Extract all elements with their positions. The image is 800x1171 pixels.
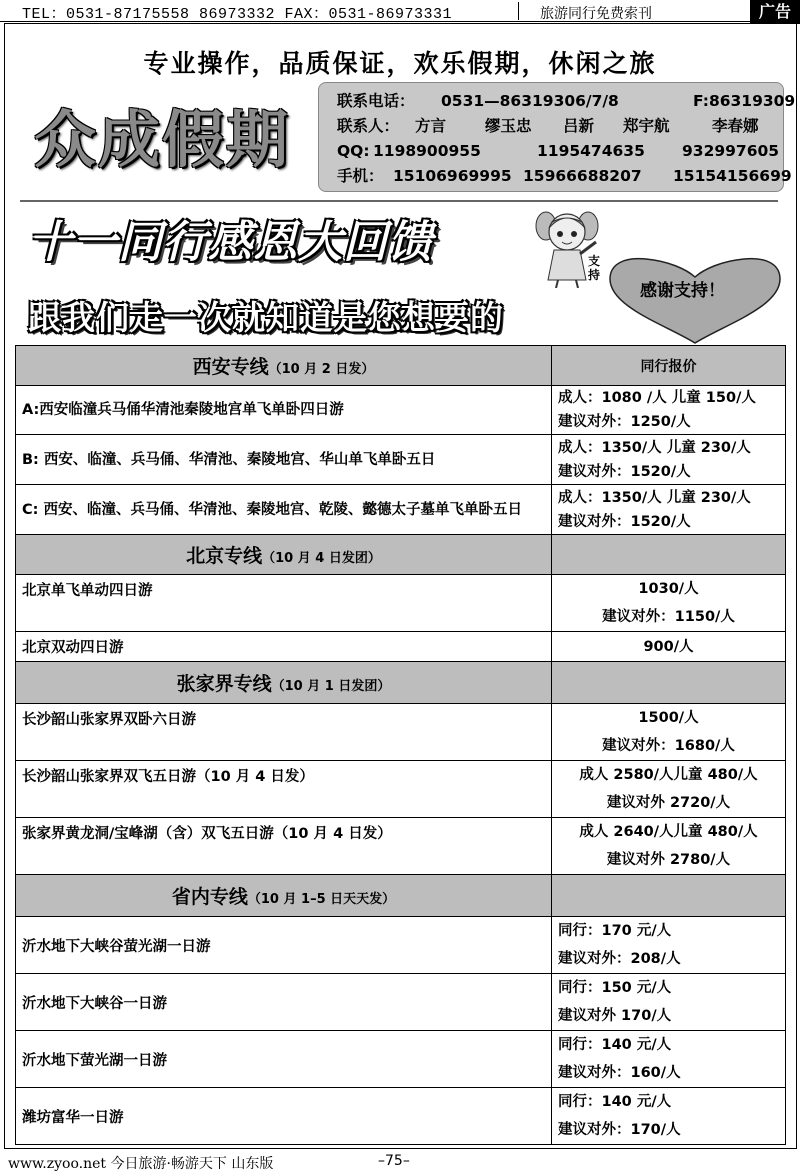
footer <box>0 1153 800 1171</box>
contact-phone-row <box>337 89 796 114</box>
people-label: 联系人： <box>337 117 400 135</box>
qq-label: QQ: <box>337 142 370 160</box>
header-divider <box>518 2 519 20</box>
route-name: B: 西安、临潼、兵马俑、华清池、秦陵地宫、华山单飞单卧五日 <box>16 435 552 485</box>
section-title: 北京专线 <box>186 545 263 567</box>
headline: 十一同行感恩大回馈 <box>28 217 433 268</box>
route-name: 沂水地下大峡谷萤光湖一日游 <box>16 917 552 974</box>
contact-person: 吕新 <box>563 117 595 135</box>
section-header-zhangjiajie <box>16 662 786 704</box>
price-line: 同行：150 元/人 <box>558 980 672 996</box>
section-date: （10 月 1–5 日天天发） <box>247 892 396 907</box>
phone-number: 0531—86319306/7/8 <box>441 92 619 110</box>
route-price-cell <box>552 818 786 875</box>
heart-text: 感谢支持！ <box>640 281 725 301</box>
table-row <box>16 485 786 535</box>
price-line: 同行：140 元/人 <box>558 1037 672 1053</box>
contact-person: 李春娜 <box>712 117 759 135</box>
price-line: 成人：1080 /人 儿童 150/人 <box>558 390 756 406</box>
table-row <box>16 974 786 1031</box>
route-name: C: 西安、临潼、兵马俑、华清池、秦陵地宫、乾陵、懿德太子墓单飞单卧五日 <box>16 485 552 535</box>
route-price-cell <box>552 575 786 632</box>
brand-title: 众成假期 <box>34 103 291 176</box>
table-row <box>16 917 786 974</box>
empty-cell <box>552 875 786 917</box>
route-price-cell <box>552 1031 786 1088</box>
section-title-cell <box>16 535 552 575</box>
section-divider <box>20 200 778 202</box>
price-suggested: 建议对外 2780/人 <box>606 852 731 868</box>
price-suggested: 建议对外 170/人 <box>558 1008 672 1024</box>
page-number: –75– <box>378 1153 410 1169</box>
route-name: 潍坊富华一日游 <box>16 1088 552 1145</box>
price-suggested: 建议对外：160/人 <box>558 1065 681 1081</box>
price-line: 成人：1350/人 儿童 230/人 <box>558 489 751 506</box>
table-row <box>16 1088 786 1145</box>
table-row <box>16 1031 786 1088</box>
route-name: 张家界黄龙洞/宝峰湖（含）双飞五日游（10 月 4 日发） <box>16 818 552 875</box>
section-date: （10 月 2 日发） <box>268 362 375 377</box>
price-suggested: 建议对外：1250/人 <box>558 414 691 430</box>
table-row <box>16 704 786 761</box>
table-row <box>16 386 786 435</box>
price-suggested: 建议对外：170/人 <box>558 1122 681 1138</box>
price-line: 同行：170 元/人 <box>558 923 672 939</box>
route-price-cell <box>552 386 786 435</box>
section-header-province <box>16 875 786 917</box>
contact-person: 缪玉忠 <box>485 117 532 135</box>
route-name: A:西安临潼兵马俑华清池秦陵地宫单飞单卧四日游 <box>16 386 552 435</box>
tagline: 跟我们走一次就知道是您想要的 <box>28 298 504 337</box>
slogan: 专业操作，品质保证，欢乐假期，休闲之旅 <box>143 49 657 78</box>
phone-label: 联系电话： <box>337 92 415 110</box>
mobile-number: 15154156699 <box>673 167 792 185</box>
support-tag: 支持 <box>588 254 601 282</box>
route-name: 北京单飞单动四日游 <box>16 575 552 632</box>
price-line: 成人 2640/人儿童 480/人 <box>579 824 758 840</box>
price-line: 成人 2580/人儿童 480/人 <box>579 767 758 783</box>
contact-mobile-row <box>337 164 792 189</box>
price-table <box>15 345 786 1145</box>
table-row <box>16 632 786 662</box>
route-price-cell <box>552 917 786 974</box>
contact-qq-row <box>337 139 783 164</box>
route-price-cell <box>552 485 786 535</box>
contact-people-row <box>337 114 783 139</box>
route-price-cell <box>552 704 786 761</box>
section-title-cell <box>16 662 552 704</box>
contact-person: 方言 <box>415 117 447 135</box>
route-name: 沂水地下萤光湖一日游 <box>16 1031 552 1088</box>
route-price-cell <box>552 632 786 662</box>
mobile-number: 15106969995 <box>393 167 512 185</box>
price-suggested: 建议对外：1150/人 <box>602 609 735 625</box>
section-title: 省内专线 <box>171 886 248 908</box>
route-price-cell <box>552 435 786 485</box>
fax-number: F:86319309 <box>693 92 796 110</box>
qq-number: 1198900955 <box>373 142 481 160</box>
mobile-label: 手机： <box>337 167 384 185</box>
price-suggested: 建议对外 2720/人 <box>606 795 731 811</box>
table-row <box>16 818 786 875</box>
header-subtitle: 旅游同行免费索刊 <box>540 6 652 22</box>
table-row <box>16 435 786 485</box>
header-tel-fax: TEL：0531-87175558 86973332 FAX：0531-86973331 <box>22 6 453 23</box>
section-title-cell <box>16 875 552 917</box>
mobile-number: 15966688207 <box>523 167 642 185</box>
route-name: 沂水地下大峡谷一日游 <box>16 974 552 1031</box>
price-suggested: 建议对外：1520/人 <box>558 513 691 530</box>
price-header: 同行报价 <box>552 346 786 386</box>
ad-label: 广告 <box>750 0 800 24</box>
price-line: 1500/人 <box>638 710 699 726</box>
section-title: 张家界专线 <box>176 673 272 695</box>
empty-cell <box>552 662 786 704</box>
route-price-cell <box>552 1088 786 1145</box>
section-title: 西安专线 <box>192 356 269 378</box>
qq-number: 932997605 <box>682 142 780 160</box>
empty-cell <box>552 535 786 575</box>
section-header-xian <box>16 346 786 386</box>
price-line: 1030/人 <box>638 581 699 597</box>
table-row <box>16 761 786 818</box>
table-row <box>16 575 786 632</box>
contact-person: 郑宇航 <box>623 117 670 135</box>
route-name: 长沙韶山张家界双卧六日游 <box>16 704 552 761</box>
price-suggested: 建议对外：1680/人 <box>602 738 735 754</box>
section-date: （10 月 4 日发团） <box>262 551 381 566</box>
price-line: 成人：1350/人 儿童 230/人 <box>558 439 751 456</box>
route-price-cell <box>552 761 786 818</box>
route-price-cell <box>552 974 786 1031</box>
route-name: 北京双动四日游 <box>16 632 552 662</box>
contact-box <box>318 82 796 192</box>
section-date: （10 月 1 日发团） <box>271 679 391 694</box>
section-title-cell <box>16 346 552 386</box>
price-suggested: 建议对外：1520/人 <box>558 463 691 480</box>
price-suggested: 建议对外：208/人 <box>558 951 681 967</box>
price-line: 900/人 <box>643 638 694 655</box>
footer-website: www.zyoo.net 今日旅游·畅游天下 山东版 <box>8 1156 274 1171</box>
qq-number: 1195474635 <box>537 142 645 160</box>
section-header-beijing <box>16 535 786 575</box>
route-name: 长沙韶山张家界双飞五日游（10 月 4 日发） <box>16 761 552 818</box>
price-line: 同行：140 元/人 <box>558 1094 672 1110</box>
top-bar <box>0 0 800 22</box>
